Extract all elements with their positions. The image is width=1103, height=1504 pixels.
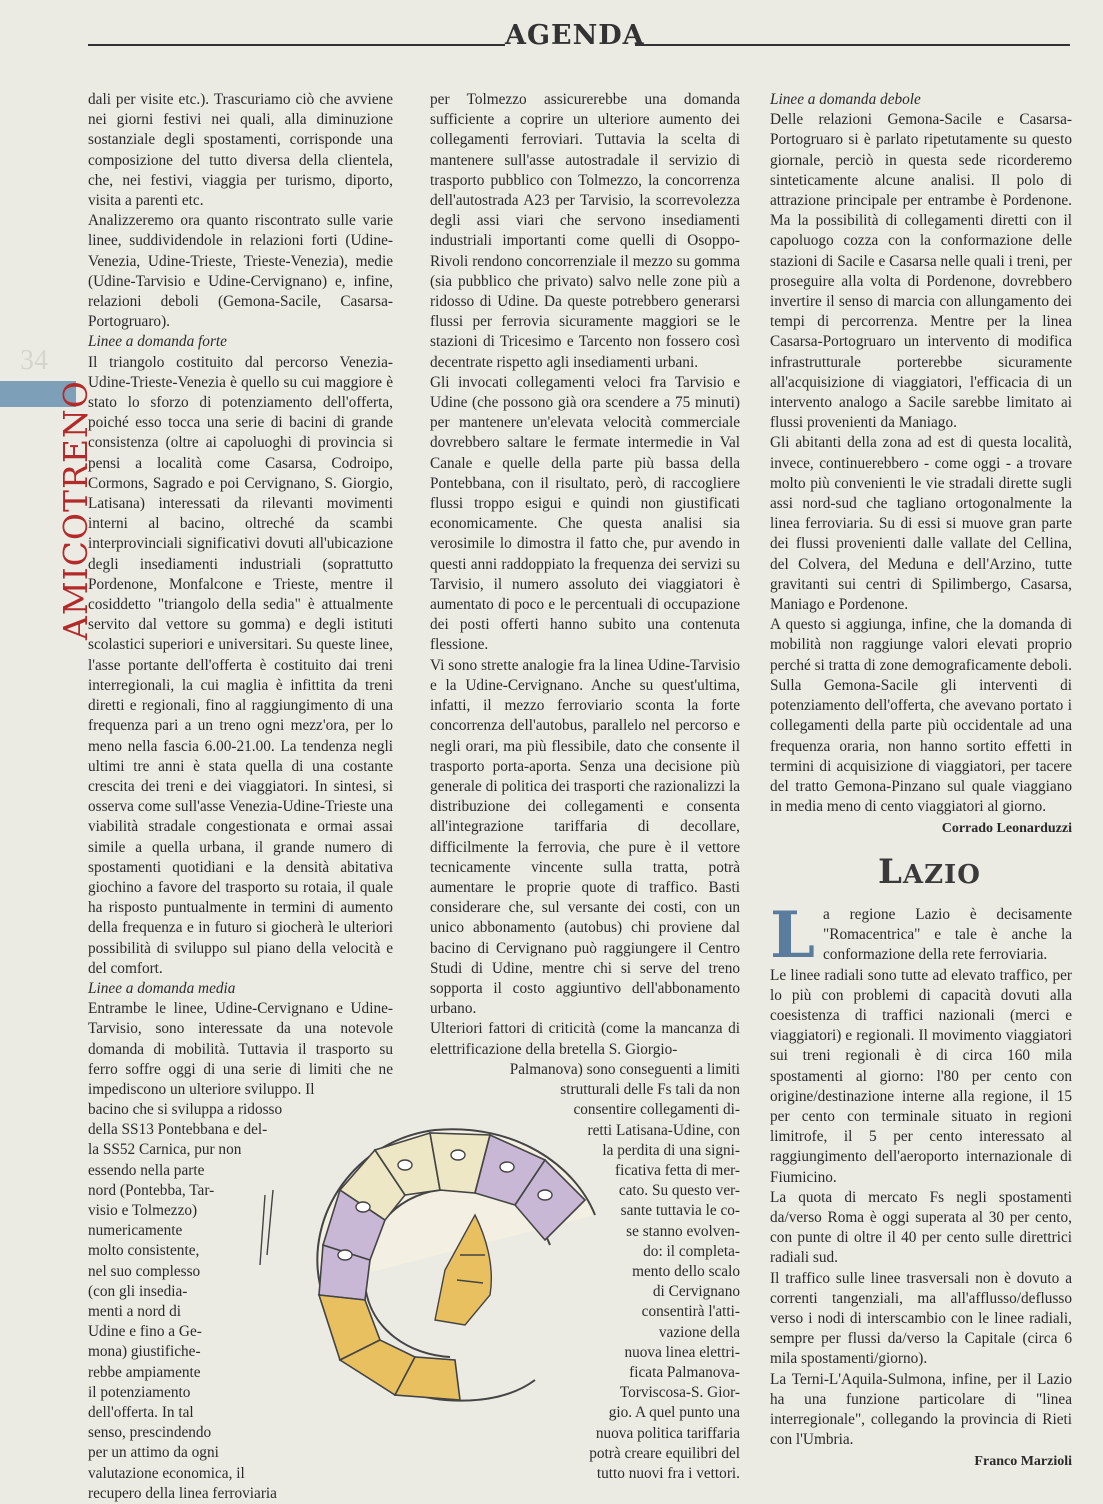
wrapped-line: nord (Pontebba, Tar- [88, 1181, 215, 1199]
column-2 [430, 90, 740, 1060]
wrapped-line: vazione della [658, 1323, 740, 1341]
wrapped-line: dell'offerta. In tal [88, 1404, 194, 1421]
wrapped-line: il potenziamento [88, 1383, 191, 1401]
wrapped-line: consentirà l'atti- [641, 1303, 740, 1321]
lazio-intro [770, 898, 1072, 973]
section-header: AGENDA [505, 20, 645, 51]
wrapped-line: mento dello scalo [632, 1263, 740, 1280]
wrapped-line: retti Latisana-Udine, con [587, 1121, 740, 1139]
wrapped-line: di Cervignano [652, 1283, 740, 1301]
wrapped-line: nuova politica tariffaria [595, 1424, 740, 1442]
wrapped-line: valutazione economica, il [88, 1464, 245, 1482]
paragraph: La Terni-L'Aquila-Sulmona, infine, per il Lazio ha una funzione particolare di "linea interregionale", collegando la provincia di Rieti con l'Umbria. [770, 1370, 1072, 1449]
wrapped-line: della SS13 Pontebbana e del- [88, 1121, 268, 1139]
paragraph: Le linee radiali sono tutte ad elevato traffico, per lo più con problemi di capacità dovuti alla coesistenza di traffici nazionali (merci e viaggiatori) e regionali. Il movimento viaggiatori sui treni regionali è di circa 160 mila spostamenti al giorno: l'80 per cento con origine/destinazione interne alla regione, il 15 per cento con terminale situato in regioni limitrofe, il 5 per cento interessato al raggiungimento dell'aeroporto internazionale di Fiumicino. [770, 966, 1072, 1186]
wrapped-line: essendo nella parte [88, 1161, 205, 1179]
wrapped-line: bacino che si sviluppa a ridosso [88, 1101, 283, 1118]
title-cap: L [878, 852, 903, 892]
wrapped-line: numericamente [88, 1222, 183, 1240]
paragraph: Il traffico sulle linee trasversali non è dovuto a correnti tangenziali, ma all'afflusso/deflusso verso i nodi di interscambio con le linee radiali, sempre per flussi da/verso la Capitale (circa 6 mila spostamenti/giorno). [770, 1269, 1072, 1368]
author-signature: Corrado Leonarduzzi [941, 821, 1072, 837]
paragraph: Analizzeremo ora quanto riscontrato sulle varie linee, suddividendole in relazioni forti (Udine-Venezia, Udine-Trieste, Trieste-Venezia), medie (Udine-Tarvisio e Udine-Cervignano) e, infine, relazioni deboli (Gemona-Sacile, Casarsa-Portogruaro). [88, 212, 393, 331]
intro-text: a regione Lazio è decisamente "Romacentrica" e tale è anche la conformazione della rete ferroviaria. [823, 906, 1072, 964]
wrapped-line: ficata Palmanova- [629, 1364, 740, 1381]
paragraph: Vi sono strette analogie fra la linea Udine-Tarvisio e la Udine-Cervignano. Anche su quest'ultima, infatti, il mezzo ferroviario sconta la forte concorrenza dell'autobus, parallelo nel percorso e negli orari, ma più flessibile, dato che consente il trasporto porta-aporta. Senza una decisione più generale di politica dei trasporti che razionalizzi la distribuzione dei collegamenti e consenta all'integrazione tariffaria di decollare, difficilmente la ferrovia, che pure è il vettore tecnicamente vincente sulla tratta, potrà aumentare le proprie quote di traffico. Basti considerare che, sul versante dei costi, con un unico abbonamento (autobus) chi proviene dal bacino di Cervignano può raggiungere il Centro Studi di Udine, mentre chi si serve del treno sopporta il costo aggiuntivo dell'abbonamento urbano. [430, 656, 740, 1018]
column-1 [88, 90, 393, 1100]
paragraph: per Tolmezzo assicurerebbe una domanda sufficiente a coprire un ulteriore aumento dei collegamenti ferroviari. Tuttavia la scelta di mantenere sull'asse autostradale il servizio di trasporto pubblico con Tolmezzo, la concorrenza dell'autostrada A23 per Tarvisio, la scorrevolezza degli assi viari che servono insediamenti industriali importanti come quelli di Osoppo-Rivoli rendono concorrenziale il mezzo su gomma (sia pubblico che privato) salvo nelle zone più a ridosso di Udine. Da queste potrebbero generarsi flussi per ferrovia sicuramente maggiori se le stazioni di Tricesimo e Tarcento non fossero così decentrate rispetto agli insediamenti urbani. [430, 91, 740, 371]
wrapped-line: gio. A quel punto una [608, 1404, 740, 1422]
drop-cap: L [770, 898, 815, 973]
wrapped-line: recupero della linea ferroviaria [88, 1484, 277, 1502]
magazine-name: AMICOTRENO [56, 380, 95, 640]
wrapped-line: la perdita di una signi- [602, 1141, 740, 1159]
wrapped-line: visio e Tolmezzo) [88, 1202, 198, 1219]
wrapped-line: Palmanova) sono conseguenti a limiti [509, 1061, 740, 1078]
wrapped-line: se stanno evolven- [626, 1222, 740, 1240]
paragraph: Ulteriori fattori di criticità (come la mancanza di elettrificazione della bretella S. Giorgio- [430, 1020, 740, 1058]
wrapped-line: sante tuttavia le co- [620, 1202, 740, 1220]
paragraph: Delle relazioni Gemona-Sacile e Casarsa-Portogruaro si è parlato ripetutamente su questo giornale, perciò in questa sede ricorderemo sinteticamente alcune analisi. Il polo di attrazione principale per entrambe è Pordenone. Ma la possibilità di collegamenti diretti con il capoluogo cozza con la conformazione delle stazioni di Sacile e Casarsa nelle quali i treni, per proseguire alla volta di Pordenone, dovrebbero invertire il senso di marcia con allungamento dei tempi di percorrenza. Mentre per la linea Casarsa-Portogruaro un intervento di modifica infrastrutturale porterebbe sicuramente all'acquisizione di viaggiatori, l'efficacia di un intervento analogo a Sacile sarebbe limitato ai flussi provenienti da Maniago. [770, 111, 1072, 432]
author-signature: Franco Marzioli [974, 1454, 1072, 1470]
paragraph: La quota di mercato Fs negli spostamenti da/verso Roma è oggi superata al 30 per cento, con punte di oltre il 40 per cento sulle direttrici radiali sud. [770, 1188, 1072, 1267]
column-3-lazio [770, 898, 1072, 1473]
paragraph: Il triangolo costituito dal percorso Venezia-Udine-Trieste-Venezia è quello su cui maggiore è stato lo sforzo di potenziamento dell'offerta, poiché esso tocca una serie di bacini di grande consistenza (oltre ai capoluoghi di provincia si pensi a località come Casarsa, Codroipo, Cormons, Sagrado e poi Cervignano, S. Giorgio, Latisana) interessati da rilevanti movimenti interni al bacino, oltreché da scambi interprovinciali significativi dovuti all'ubicazione degli insediamenti industriali (soprattutto Pordenone, Monfalcone e Trieste, mentre il cosiddetto "triangolo della sedia" è attualmente servito dal vettore su gomma) e degli istituti scolastici superiori e universitari. Su queste linee, l'asse portante dell'offerta è costituito dai treni interregionali, la cui maglia è infittita da treni diretti e regionali, fino al raggiungimento di una frequenza pari a un treno ogni mezz'ora, per lo meno nella fascia 6.00-21.00. La tendenza negli ultimi tre anni è stata quella di una costante crescita dei treni e dei viaggiatori. In sintesi, si osserva come sull'asse Venezia-Udine-Trieste una viabilità stradale congestionata e ormai assai simile a quella urbana, il grande numero di spostamenti quotidiani e la densità abitativa giochino a favore del trasporto su rotaia, il quale ha risposto puntualmente in termini di aumento della frequenza e in futuro si giocherà le ulteriori possibilità di sviluppo sul piano della velocità e del comfort. [88, 353, 393, 977]
wrapped-line: Udine e fino a Ge- [88, 1323, 202, 1341]
wrapped-line: menti a nord di [88, 1303, 182, 1320]
wrapped-line: cato. Su questo ver- [618, 1182, 740, 1200]
roundhouse-illustration [245, 1095, 615, 1435]
column-3 [770, 90, 1072, 840]
wrapped-line: strutturali delle Fs tali da non [560, 1081, 740, 1099]
wrapped-line: do: il completa- [643, 1242, 740, 1260]
wrapped-line: (con gli insedia- [88, 1282, 188, 1300]
wrapped-line: rebbe ampiamente [88, 1363, 201, 1381]
wrapped-line: Torviscosa-S. Gior- [619, 1384, 740, 1402]
lazio-section-title [878, 852, 981, 892]
wrapped-line: ficativa fetta di mer- [615, 1162, 740, 1179]
wrapped-line: molto consistente, [88, 1242, 200, 1260]
wrapped-line: consentire collegamenti di- [573, 1101, 740, 1119]
wrapped-line: nel suo complesso [88, 1262, 201, 1280]
paragraph: Gli abitanti della zona ad est di questa località, invece, continuerebbero - come oggi - a trovare molto più convenienti le vie stradali dirette sugli assi nord-sud che tagliano ortogonalmente la linea ferroviaria. Su di essi si muove gran parte dei flussi provenienti dalle vallate del Cellina, del Colvera, del Meduna e dell'Arzino, tutte gravitanti sui centri di Spilimbergo, Casarsa, Maniago e Pordenone. [770, 434, 1072, 614]
title-rest: AZIO [902, 860, 981, 890]
wrapped-line: senso, prescindendo [88, 1424, 212, 1442]
subheading: Linee a domanda debole [770, 91, 921, 108]
wrapped-line: tutto nuovi fra i vettori. [596, 1465, 740, 1482]
paragraph: A questo si aggiunga, infine, che la domanda di mobilità non raggiunge valori elevati proprio perché si tratta di zone demograficamente deboli. Sulla Gemona-Sacile gli interventi di potenziamento dell'offerta, che avevano portato i collegamenti della parte più occidentale ad una frequenza oraria, non hanno sortito effetti in termini di acquisizione di viaggiatori, per tacere del tratto Gemona-Pinzano sul quale viaggiano in media meno di cento viaggiatori al giorno. [770, 616, 1072, 816]
paragraph: Gli invocati collegamenti veloci fra Tarvisio e Udine (che possono già ora scendere a 75 minuti) per mantenere un'elevata velocità commerciale dovrebbero saltare le fermate intermedie in Val Canale e quelle della parte più bassa della Pontebbana, con il risultato, però, di raccogliere flussi troppo esigui e quindi non giustificati economicamente. Che questa analisi sia verosimile lo dimostra il fatto che, pur avendo in questi anni raddoppiato la frequenza dei servizi su Tarvisio, il numero assoluto dei viaggiatori è aumentato di poco e le percentuali di occupazione dei posti offerti hanno subito una contenuta flessione. [430, 373, 740, 654]
wrapped-line: potrà creare equilibri del [589, 1444, 740, 1462]
wrapped-line: nuova linea elettri- [624, 1343, 740, 1361]
page-number: 34 [20, 345, 48, 376]
wrapped-line: mona) giustifiche- [88, 1343, 201, 1361]
subheading: Linee a domanda media [88, 979, 236, 997]
wrapped-line: la SS52 Carnica, pur non [88, 1141, 242, 1159]
paragraph: dali per visite etc.). Trascuriamo ciò che avviene nei giorni festivi nei quali, alla diminuzione sostanziale degli spostamenti, corrisponde una composizione del tutto diversa della clientela, che, nei festivi, viaggia per turismo, diporto, visita a parenti etc. [88, 91, 393, 210]
paragraph: Entrambe le linee, Udine-Cervignano e Udine-Tarvisio, sono interessate da una notevole domanda di mobilità. Tuttavia il trasporto su ferro soffre oggi di una serie di limiti che ne impediscono un ulteriore sviluppo. Il [88, 1000, 393, 1098]
wrapped-line: per un attimo da ogni [88, 1444, 219, 1462]
subheading: Linee a domanda forte [88, 333, 227, 351]
